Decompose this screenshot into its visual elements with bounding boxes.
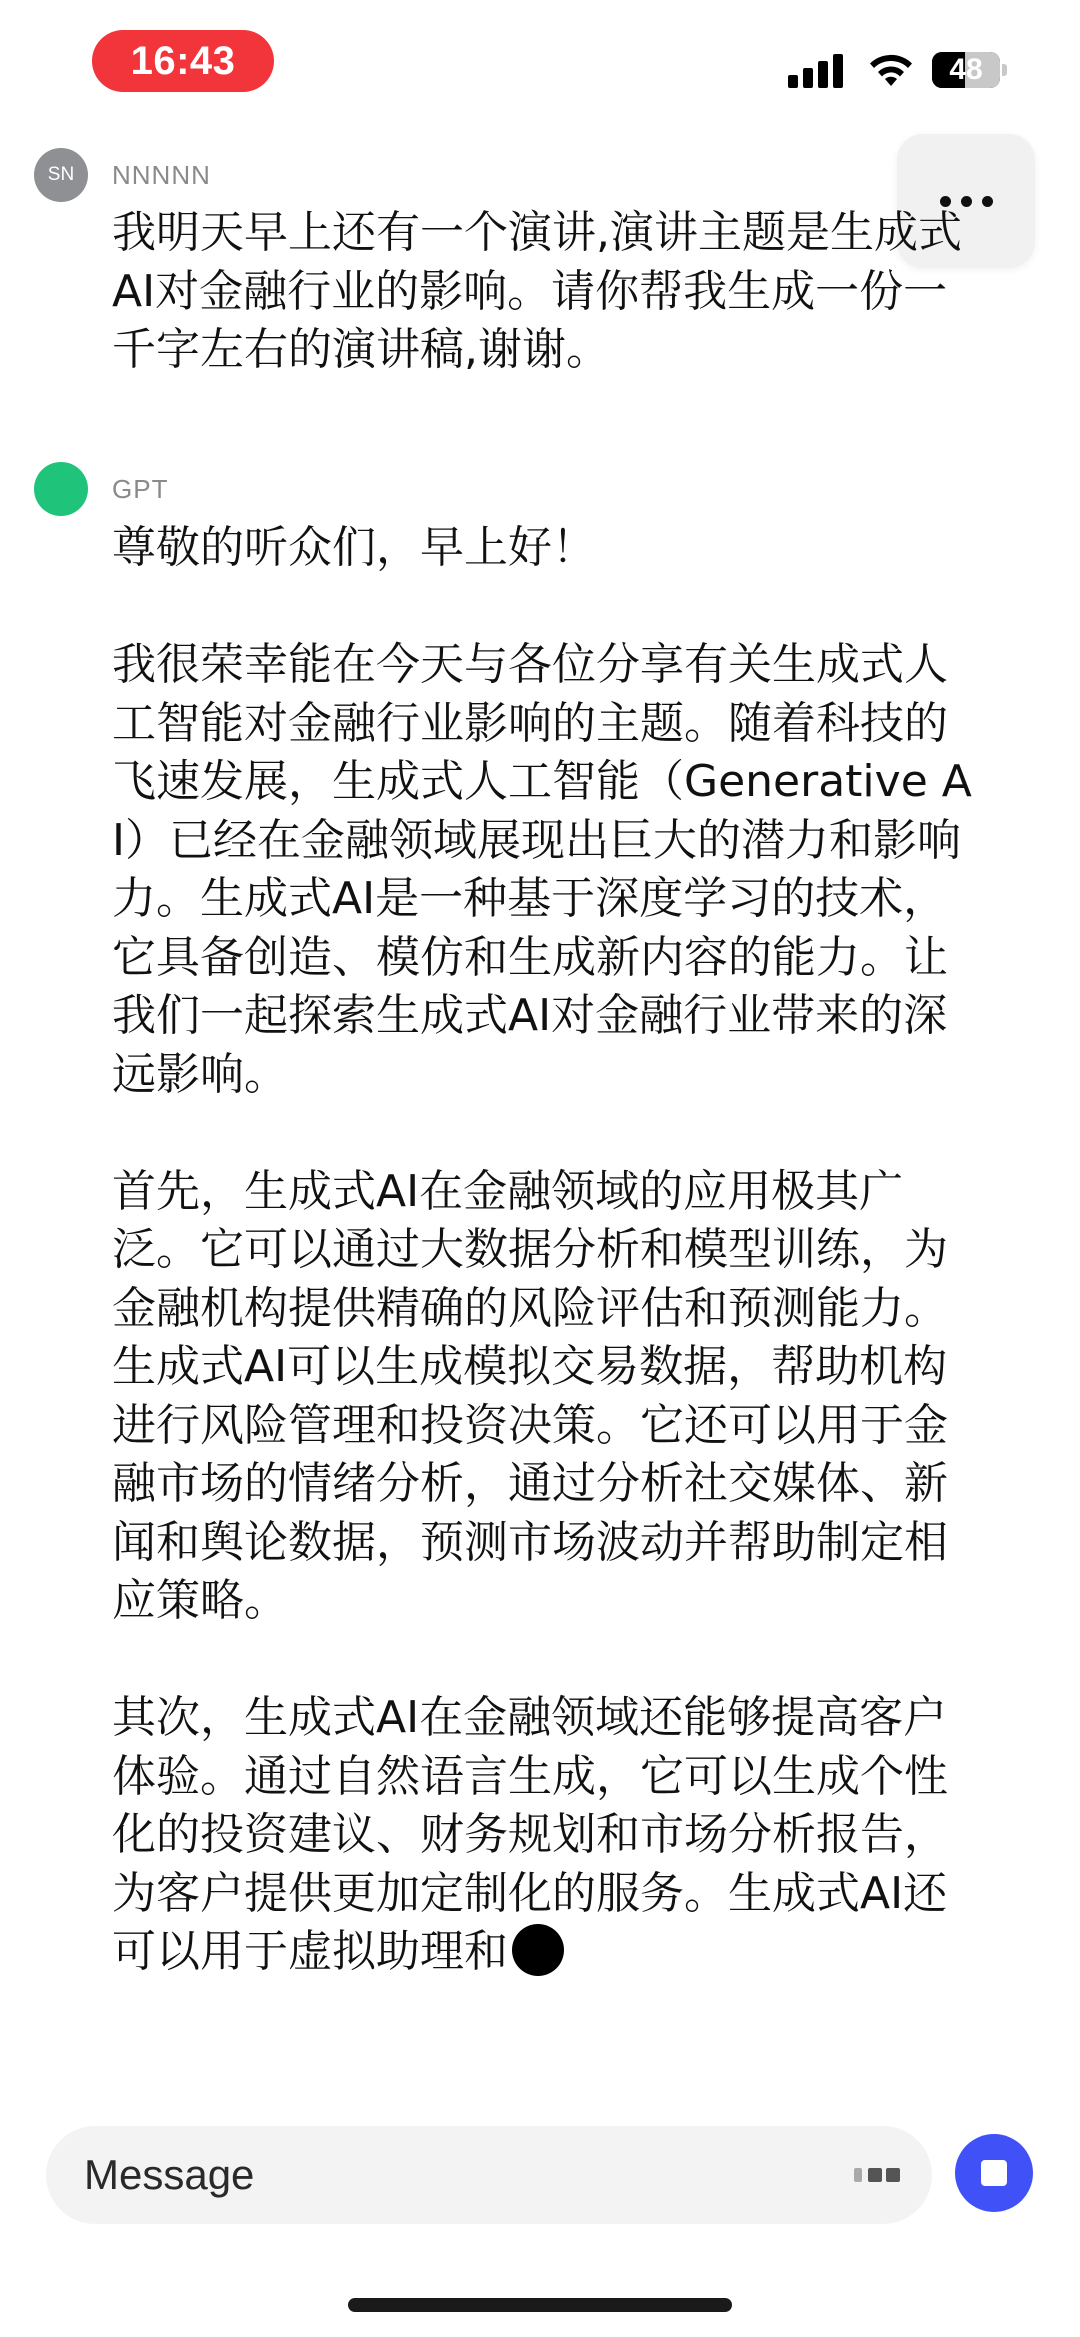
typing-indicator [512, 1924, 564, 1976]
more-dot [982, 196, 993, 207]
status-time[interactable]: 16:43 [92, 30, 274, 92]
user-avatar: SN [34, 148, 88, 202]
cellular-signal-icon [788, 52, 844, 88]
assistant-paragraph-3: 首先，生成式AI在金融领域的应用极其广泛。它可以通过大数据分析和模型训练，为金融机构提供精确的风险评估和预测能力。生成式AI可以生成模拟交易数据，帮助机构进行风险管理和投资决策。它还可以用于金融市场的情绪分析，通过分析社交媒体、新闻和舆论数据，预测市场波动并帮助制定相应策略。 [112, 1165, 948, 1626]
stop-generating-button[interactable] [955, 2134, 1033, 2212]
assistant-message-header [34, 462, 88, 516]
battery-tip [1002, 64, 1007, 76]
assistant-paragraph-2: 我很荣幸能在今天与各位分享有关生成式人工智能对金融行业影响的主题。随着科技的飞速发展，生成式人工智能（Generative AI）已经在金融领域展现出巨大的潜力和影响力。生成式AI是一种基于深度学习的技术，它具备创造、模仿和生成新内容的能力。让我们一起探索生成式AI对金融行业带来的深远影响。 [112, 639, 972, 1100]
battery-percentage: 48 [949, 53, 983, 86]
user-sender-name: NNNNN [112, 160, 211, 190]
wifi-icon [866, 50, 916, 88]
user-message-header [34, 148, 88, 202]
user-message-text: 我明天早上还有一个演讲,演讲主题是生成式AI对金融行业的影响。请你帮我生成一份一千字左右的演讲稿,谢谢。 [112, 207, 962, 375]
assistant-paragraph-4: 其次，生成式AI在金融领域还能够提高客户体验。通过自然语言生成，它可以生成个性化的投资建议、财务规划和市场分析报告，为客户提供更加定制化的服务。生成式AI还可以用于虚拟助理和 [112, 1692, 948, 1977]
assistant-message-text [112, 519, 982, 1982]
waveform-icon[interactable] [854, 2168, 900, 2182]
stop-icon [981, 2160, 1007, 2186]
assistant-avatar [34, 462, 88, 516]
message-input[interactable] [84, 2126, 784, 2224]
home-indicator[interactable] [348, 2298, 732, 2312]
assistant-sender-name: GPT [112, 474, 169, 504]
battery-icon [932, 52, 1000, 88]
assistant-paragraph-1: 尊敬的听众们，早上好！ [112, 522, 596, 573]
message-composer [46, 2126, 932, 2224]
status-bar [0, 0, 1080, 120]
